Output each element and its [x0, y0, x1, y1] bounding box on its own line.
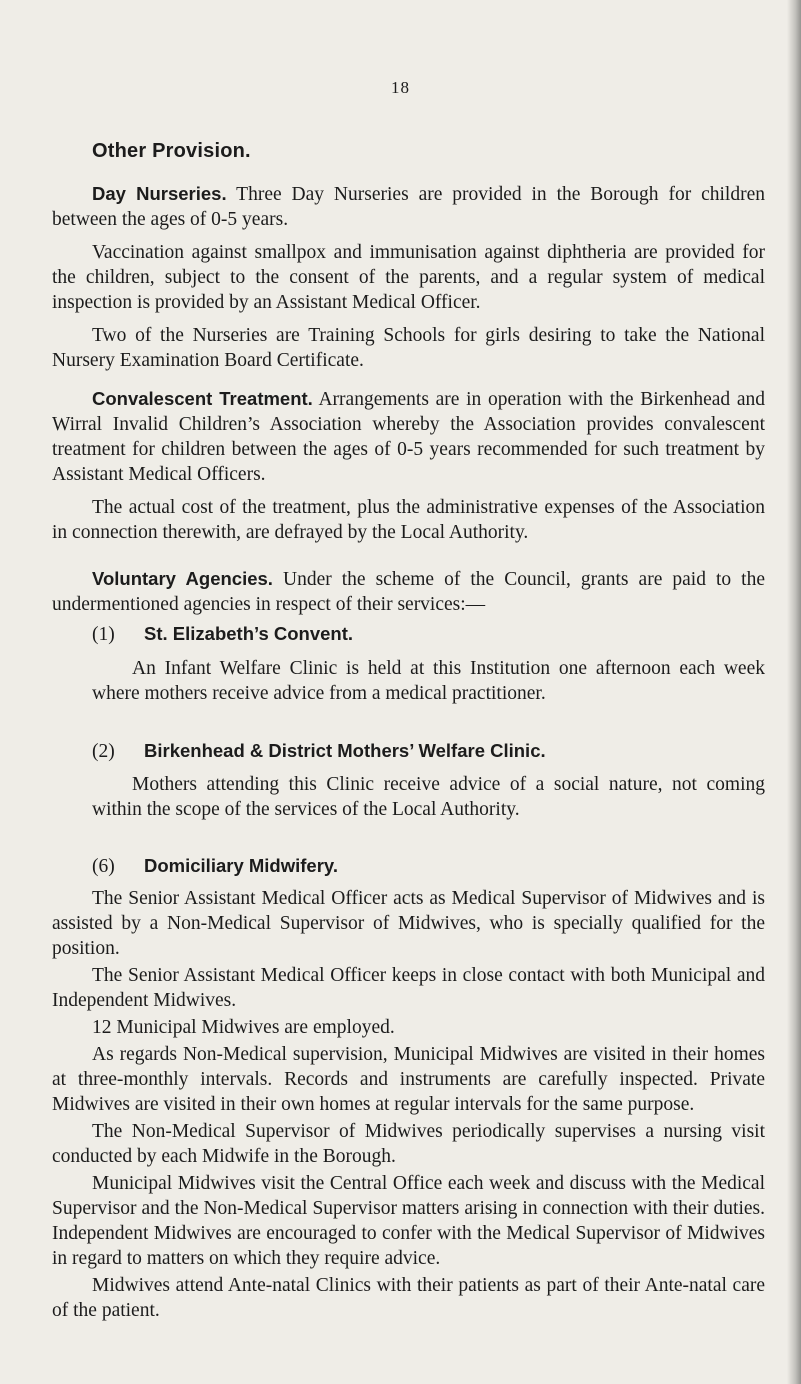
midwifery-p5: The Non-Medical Supervisor of Midwives periodically supervises a nursing visit conducted by each Midwife in the Borough. — [52, 1121, 765, 1167]
midwifery-number: (6) — [92, 856, 115, 877]
midwifery-p2: The Senior Assistant Medical Officer keeps in close contact with both Municipal and Independent Midwives. — [52, 965, 765, 1011]
day-nurseries-p1 — [52, 181, 765, 232]
section-title: Other Provision. — [92, 140, 251, 162]
day-nurseries-p1-text: Three Day Nurseries are provided in the Borough for children between the ages of 0-5 years. — [52, 184, 765, 230]
list-item-2-heading: Birkenhead & District Mothers’ Welfare Clinic. — [144, 740, 546, 761]
midwifery-p6: Municipal Midwives visit the Central Office each week and discuss with the Medical Supervisor and the Non-Medical Supervisor matters arising in connection with their duties. Independent Midwives are encouraged to confer with the Medical Supervisor of Midwives in regard to matters on which they require advice. — [52, 1173, 765, 1269]
midwifery-p4: As regards Non-Medical supervision, Municipal Midwives are visited in their homes at three-monthly intervals. Records and instruments are carefully inspected. Private Midwives are visited in their own homes at regular intervals for the same purpose. — [52, 1044, 765, 1115]
day-nurseries-section — [52, 181, 765, 373]
day-nurseries-p3: Two of the Nurseries are Training Schools for girls desiring to take the National Nursery Examination Board Certificate. — [52, 325, 765, 371]
list-item-1-body: An Infant Welfare Clinic is held at this Institution one afternoon each week where mothers receive advice from a medical practitioner. — [92, 658, 765, 704]
list-item-1-body-block — [92, 656, 765, 706]
voluntary-p1 — [52, 566, 765, 617]
convalescent-p1 — [52, 386, 765, 487]
page-edge-shadow — [787, 0, 801, 1384]
midwifery-section — [52, 886, 765, 1323]
voluntary-heading: Voluntary Agencies. — [92, 568, 273, 589]
list-item-2-body-block — [92, 772, 765, 822]
midwifery-heading: Domiciliary Midwifery. — [144, 855, 338, 876]
day-nurseries-heading: Day Nurseries. — [92, 183, 227, 204]
list-item-1-heading: St. Elizabeth’s Convent. — [144, 623, 354, 644]
convalescent-p2: The actual cost of the treatment, plus the administrative expenses of the Association in connection therewith, are defrayed by the Local Authority. — [52, 497, 765, 543]
convalescent-p1-text: Arrangements are in operation with the Birkenhead and Wirral Invalid Children’s Association whereby the Association provides convalescent treatment for children between the ages of 0-5 years recommended for such treatment by Assistant Medical Officers. — [52, 389, 765, 485]
list-item-2-body: Mothers attending this Clinic receive advice of a social nature, not coming within the scope of the services of the Local Authority. — [92, 774, 765, 820]
midwifery-p7: Midwives attend Ante-natal Clinics with their patients as part of their Ante-natal care of the patient. — [52, 1275, 765, 1321]
convalescent-heading: Convalescent Treatment. — [92, 388, 313, 409]
voluntary-p1-text: Under the scheme of the Council, grants are paid to the undermentioned agencies in respect of their services:— — [52, 569, 765, 615]
midwifery-heading-row — [52, 853, 765, 879]
page-number: 18 — [391, 78, 410, 97]
convalescent-section — [52, 386, 765, 545]
list-item-2 — [52, 738, 765, 764]
midwifery-p3: 12 Municipal Midwives are employed. — [92, 1017, 395, 1038]
day-nurseries-p2: Vaccination against smallpox and immunisation against diphtheria are provided for the children, subject to the consent of the parents, and a regular system of medical inspection is provided by an Assistant Medical Officer. — [52, 242, 765, 313]
list-item-2-number: (2) — [92, 741, 115, 762]
midwifery-p1: The Senior Assistant Medical Officer acts as Medical Supervisor of Midwives and is assisted by a Non-Medical Supervisor of Midwives, who is specially qualified for the position. — [52, 888, 765, 959]
voluntary-section — [52, 566, 765, 617]
list-item-1 — [52, 621, 765, 647]
list-item-1-number: (1) — [92, 624, 115, 645]
